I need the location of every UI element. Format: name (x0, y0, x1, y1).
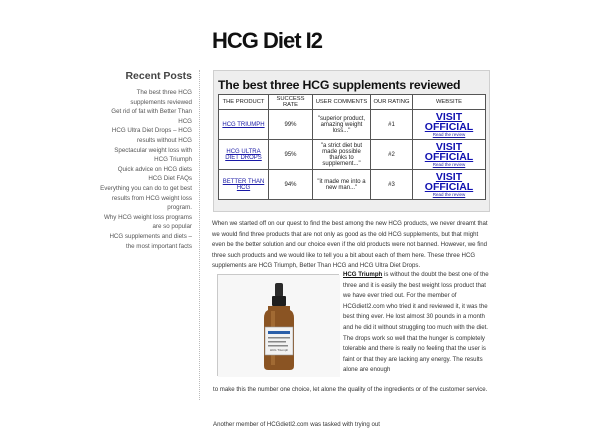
next-paragraph: Another member of HCGdietI2.com was tasked with trying out (213, 421, 380, 428)
recent-post-link[interactable]: HCG Ultra Diet Drops – HCG results without HCG (111, 127, 192, 144)
read-review-link[interactable]: Read the review (432, 162, 466, 167)
site-title[interactable]: HCG Diet I2 (212, 28, 323, 53)
comparison-box (213, 70, 490, 212)
user-comment: "superior product, amazing weight loss..." (313, 110, 371, 140)
product-link[interactable]: HCG TRIUMPH (222, 121, 265, 128)
col-header-success: SUCCESS RATE (269, 95, 313, 110)
table-header-row (219, 95, 486, 110)
recent-post-link[interactable]: Spectacular weight loss with HCG Triumph (114, 146, 192, 164)
article-title: The best three HCG supplements reviewed (218, 78, 461, 92)
recent-post-link[interactable]: Everything you can do to get best results from HCG weight loss program. (100, 184, 192, 212)
user-comment: "a strict diet but made possible thanks to supplement..." (313, 140, 371, 170)
paragraph-continued: to make this the number one choice, let alone the quality of the ingredients or of the customer service. (213, 386, 488, 393)
success-rate: 99% (269, 110, 313, 140)
col-header-product: THE PRODUCT (219, 95, 269, 110)
website-cell (413, 140, 486, 170)
dropper-bottle-icon (218, 275, 340, 377)
user-comment: "it made me into a new man..." (313, 170, 371, 200)
product-image (217, 274, 339, 376)
table-row (219, 170, 486, 200)
intro-paragraph: When we started off on our quest to find the best among the new HCG products, we never dreamt that we would find three products that are not only as good as the old HCG supplements, but that might even be the better solution and our choice even if the old products were not banned. However, we find three such products and we would like to tell you a bit about each of them here. These three HCG supplements are HCG Triumph, Better Than HCG and HCG Ultra Diet Drops. (212, 220, 488, 270)
website-cell (413, 110, 486, 140)
our-rating: #1 (371, 110, 413, 140)
col-header-website: WEBSITE (413, 95, 486, 110)
our-rating: #2 (371, 140, 413, 170)
recent-posts-heading: Recent Posts (125, 70, 192, 82)
recent-posts-list (100, 88, 192, 251)
recent-post-link[interactable]: HCG Diet FAQs (148, 175, 192, 183)
table-row (219, 140, 486, 170)
col-header-comments: USER COMMENTS (313, 95, 371, 110)
visit-official-link[interactable]: VISIT OFFICIAL (424, 141, 474, 163)
product-cell (219, 110, 269, 140)
main-content (212, 70, 490, 428)
read-review-link[interactable]: Read the review (432, 132, 466, 137)
hcg-triumph-text: is without the doubt the best one of the three and it is easily the best weight loss product that we have ever tried out. For the member of HCGdietI2.com who tried it and reviewed it, it was the best thing ever. He lost almost 30 pounds in a month and he did it without struggling too much with the diet. The drops work so well that the hunger is completely tolerable and there is really no feeling that the user is faint or that they are lacking any energy. The results alone are enough (343, 271, 489, 374)
success-rate: 94% (269, 170, 313, 200)
comparison-table (218, 94, 486, 200)
product-link[interactable]: BETTER THAN HCG (222, 178, 265, 191)
sidebar (100, 70, 192, 251)
sidebar-divider (199, 70, 200, 400)
our-rating: #3 (371, 170, 413, 200)
table-row (219, 110, 486, 140)
recent-post-link[interactable]: HCG supplements and diets – the most important facts (109, 232, 192, 250)
product-image-label: HCG Triumph (269, 348, 289, 352)
hcg-triumph-link[interactable]: HCG Triumph (343, 271, 383, 278)
product-link[interactable]: HCG ULTRA DIET DROPS (225, 148, 262, 161)
recent-post-link[interactable]: Get rid of fat with Better Than HCG (111, 108, 192, 125)
col-header-rating: OUR RATING (371, 95, 413, 110)
read-review-link[interactable]: Read the review (432, 192, 466, 197)
visit-official-link[interactable]: VISIT OFFICIAL (424, 111, 474, 133)
recent-post-link[interactable]: The best three HCG supplements reviewed (130, 89, 192, 106)
visit-official-link[interactable]: VISIT OFFICIAL (424, 171, 474, 193)
success-rate: 95% (269, 140, 313, 170)
product-cell (219, 170, 269, 200)
website-cell (413, 170, 486, 200)
hcg-triumph-paragraph (343, 270, 490, 376)
recent-post-link[interactable]: Quick advice on HCG diets (117, 165, 192, 173)
product-cell (219, 140, 269, 170)
recent-post-link[interactable]: Why HCG weight loss programs are so popular (103, 213, 192, 231)
